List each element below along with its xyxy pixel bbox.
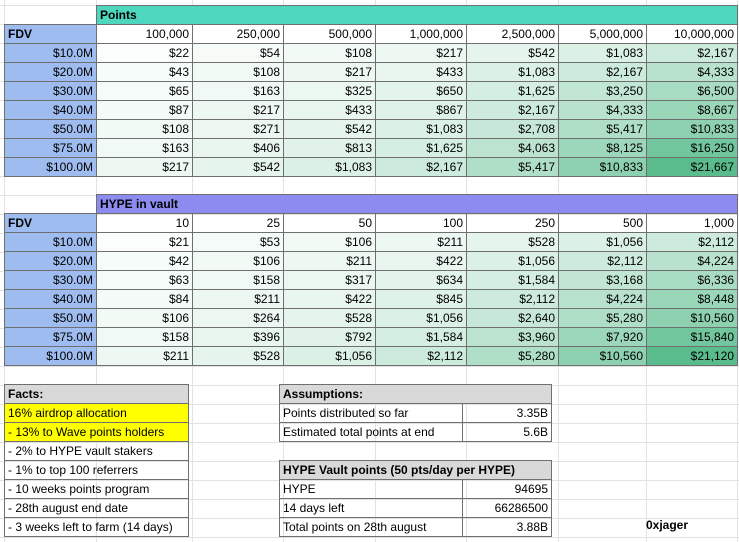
hype_table-value-cell: $106 <box>284 233 376 252</box>
points_table-value-cell: $217 <box>97 158 193 177</box>
points_table-value-cell: $5,417 <box>559 120 647 139</box>
hype_table-value-cell: $422 <box>376 252 467 271</box>
points_table-title-row <box>5 6 738 25</box>
vault-label: Total points on 28th august <box>280 518 463 537</box>
points_table-fdv-value: $75.0M <box>5 139 97 158</box>
hype_table-value-cell: $7,920 <box>559 328 647 347</box>
points_table-value-cell: $542 <box>467 44 559 63</box>
hype_table-value-cell: $528 <box>467 233 559 252</box>
points_table-fdv-label: FDV <box>5 25 97 44</box>
hype_table-value-cell: $2,112 <box>647 233 738 252</box>
points_table-value-cell: $2,167 <box>467 101 559 120</box>
points_table-value-cell: $650 <box>376 82 467 101</box>
fact-item: 16% airdrop allocation <box>5 404 189 423</box>
hype_table-value-cell: $84 <box>97 290 193 309</box>
hype_table-value-cell: $528 <box>193 347 284 366</box>
vault-value: 94695 <box>463 480 552 499</box>
points_table-value-cell: $10,833 <box>559 158 647 177</box>
fact-item: - 1% to top 100 referrers <box>5 461 189 480</box>
hype_table-value-cell: $3,168 <box>559 271 647 290</box>
hype_table-title-row <box>5 195 738 214</box>
fact-item: - 10 weeks points program <box>5 480 189 499</box>
hype_table-value-cell: $15,840 <box>647 328 738 347</box>
points_table-value-cell: $1,083 <box>559 44 647 63</box>
vault-label: 14 days left <box>280 499 463 518</box>
points_table-value-cell: $433 <box>376 63 467 82</box>
hype_table-value-cell: $211 <box>193 290 284 309</box>
table-row <box>5 158 738 177</box>
hype_table-value-cell: $1,056 <box>284 347 376 366</box>
hype_table-value-cell: $158 <box>97 328 193 347</box>
hype_table-value-cell: $42 <box>97 252 193 271</box>
table-row <box>280 499 552 518</box>
hype_table-value-cell: $10,560 <box>559 347 647 366</box>
hype_table-fdv-value: $40.0M <box>5 290 97 309</box>
points_table-value-cell: $16,250 <box>647 139 738 158</box>
vault-value: 3.88B <box>463 518 552 537</box>
table-row <box>5 328 738 347</box>
points_table-value-cell: $4,333 <box>559 101 647 120</box>
assumption-value: 5.6B <box>463 423 552 442</box>
facts-box <box>4 384 189 537</box>
hype_table-value-cell: $106 <box>193 252 284 271</box>
table-row <box>5 271 738 290</box>
points_table-value-cell: $6,500 <box>647 82 738 101</box>
points_table-fdv-value: $20.0M <box>5 63 97 82</box>
points_table-value-cell: $813 <box>284 139 376 158</box>
hype_table-header-row <box>5 214 738 233</box>
hype_table-value-cell: $2,640 <box>467 309 559 328</box>
hype_table-value-cell: $4,224 <box>647 252 738 271</box>
list-item <box>5 518 189 537</box>
points_table-value-cell: $271 <box>193 120 284 139</box>
table-row <box>5 44 738 63</box>
points_table-value-cell: $54 <box>193 44 284 63</box>
table-row <box>280 480 552 499</box>
hype-in-vault-table <box>4 194 738 366</box>
hype_table-title: HYPE in vault <box>97 195 738 214</box>
table-row <box>280 404 552 423</box>
fact-item: - 28th august end date <box>5 499 189 518</box>
hype_table-value-cell: $6,336 <box>647 271 738 290</box>
assumptions-title: Assumptions: <box>280 385 552 404</box>
table-row <box>280 518 552 537</box>
table-row <box>5 252 738 271</box>
hype_table-value-cell: $211 <box>376 233 467 252</box>
points_table-value-cell: $542 <box>193 158 284 177</box>
hype_table-value-cell: $158 <box>193 271 284 290</box>
table-row <box>5 139 738 158</box>
points_table-fdv-value: $10.0M <box>5 44 97 63</box>
hype_table-value-cell: $792 <box>284 328 376 347</box>
points_table-column-header: 100,000 <box>97 25 193 44</box>
hype_table-column-header: 500 <box>559 214 647 233</box>
points_table-value-cell: $4,333 <box>647 63 738 82</box>
hype_table-value-cell: $211 <box>97 347 193 366</box>
hype_table-value-cell: $10,560 <box>647 309 738 328</box>
hype_table-value-cell: $211 <box>284 252 376 271</box>
grid-line <box>0 537 739 538</box>
points_table-fdv-value: $40.0M <box>5 101 97 120</box>
vault-points-title: HYPE Vault points (50 pts/day per HYPE) <box>280 461 552 480</box>
hype_table-value-cell: $528 <box>284 309 376 328</box>
grid-line <box>0 366 739 367</box>
points_table-value-cell: $163 <box>193 82 284 101</box>
points_table-value-cell: $542 <box>284 120 376 139</box>
points_table-column-header: 5,000,000 <box>559 25 647 44</box>
points_table-value-cell: $433 <box>284 101 376 120</box>
hype_table-value-cell: $106 <box>97 309 193 328</box>
points_table-fdv-value: $30.0M <box>5 82 97 101</box>
points_table-value-cell: $325 <box>284 82 376 101</box>
hype_table-value-cell: $8,448 <box>647 290 738 309</box>
points_table-value-cell: $43 <box>97 63 193 82</box>
points_table-value-cell: $217 <box>376 44 467 63</box>
points_table-value-cell: $1,625 <box>376 139 467 158</box>
points_table-value-cell: $108 <box>193 63 284 82</box>
points_table-value-cell: $8,667 <box>647 101 738 120</box>
hype_table-value-cell: $1,584 <box>467 271 559 290</box>
points_table-value-cell: $4,063 <box>467 139 559 158</box>
hype_table-value-cell: $845 <box>376 290 467 309</box>
hype_table-column-header: 10 <box>97 214 193 233</box>
list-item <box>5 442 189 461</box>
hype_table-value-cell: $2,112 <box>376 347 467 366</box>
hype_table-value-cell: $5,280 <box>467 347 559 366</box>
points_table-value-cell: $87 <box>97 101 193 120</box>
points_table-value-cell: $217 <box>284 63 376 82</box>
table-row <box>5 309 738 328</box>
points_table-value-cell: $2,708 <box>467 120 559 139</box>
points_table-value-cell: $21,667 <box>647 158 738 177</box>
hype_table-fdv-value: $50.0M <box>5 309 97 328</box>
points_table-value-cell: $2,167 <box>559 63 647 82</box>
hype_table-value-cell: $634 <box>376 271 467 290</box>
table-row <box>5 347 738 366</box>
hype_table-column-header: 100 <box>376 214 467 233</box>
points-table <box>4 5 738 177</box>
assumption-label: Points distributed so far <box>280 404 463 423</box>
fact-item: - 2% to HYPE vault stakers <box>5 442 189 461</box>
list-item <box>5 404 189 423</box>
hype_table-value-cell: $4,224 <box>559 290 647 309</box>
hype_table-fdv-value: $20.0M <box>5 252 97 271</box>
points_table-value-cell: $22 <box>97 44 193 63</box>
table-row <box>5 233 738 252</box>
hype_table-fdv-label: FDV <box>5 214 97 233</box>
points_table-value-cell: $217 <box>193 101 284 120</box>
points_table-fdv-value: $50.0M <box>5 120 97 139</box>
table-row <box>5 82 738 101</box>
hype_table-value-cell: $396 <box>193 328 284 347</box>
points_table-value-cell: $10,833 <box>647 120 738 139</box>
hype_table-column-header: 50 <box>284 214 376 233</box>
points_table-value-cell: $2,167 <box>647 44 738 63</box>
points_table-value-cell: $5,417 <box>467 158 559 177</box>
table-row <box>5 120 738 139</box>
points_table-value-cell: $1,083 <box>284 158 376 177</box>
points_table-value-cell: $3,250 <box>559 82 647 101</box>
assumption-label: Estimated total points at end <box>280 423 463 442</box>
hype_table-value-cell: $2,112 <box>559 252 647 271</box>
list-item <box>5 423 189 442</box>
vault-points-box <box>279 460 552 537</box>
hype_table-value-cell: $1,056 <box>376 309 467 328</box>
points_table-title: Points <box>97 6 738 25</box>
hype_table-value-cell: $317 <box>284 271 376 290</box>
hype_table-value-cell: $3,960 <box>467 328 559 347</box>
points_table-column-header: 250,000 <box>193 25 284 44</box>
blank-cell <box>5 6 97 25</box>
points_table-value-cell: $1,083 <box>376 120 467 139</box>
blank-cell <box>5 195 97 214</box>
points_table-value-cell: $867 <box>376 101 467 120</box>
points_table-column-header: 2,500,000 <box>467 25 559 44</box>
table-row <box>280 423 552 442</box>
points_table-value-cell: $1,625 <box>467 82 559 101</box>
points_table-value-cell: $108 <box>97 120 193 139</box>
points_table-value-cell: $406 <box>193 139 284 158</box>
hype_table-value-cell: $2,112 <box>467 290 559 309</box>
table-row <box>5 290 738 309</box>
hype_table-fdv-value: $10.0M <box>5 233 97 252</box>
hype_table-fdv-value: $75.0M <box>5 328 97 347</box>
vault-value: 66286500 <box>463 499 552 518</box>
hype_table-value-cell: $21 <box>97 233 193 252</box>
hype_table-column-header: 25 <box>193 214 284 233</box>
hype_table-value-cell: $1,056 <box>559 233 647 252</box>
hype_table-value-cell: $63 <box>97 271 193 290</box>
facts-title: Facts: <box>5 385 189 404</box>
hype_table-value-cell: $53 <box>193 233 284 252</box>
points_table-value-cell: $163 <box>97 139 193 158</box>
assumptions-box <box>279 384 552 442</box>
points_table-column-header: 500,000 <box>284 25 376 44</box>
points_table-fdv-value: $100.0M <box>5 158 97 177</box>
points_table-value-cell: $108 <box>284 44 376 63</box>
hype_table-value-cell: $1,056 <box>467 252 559 271</box>
points_table-value-cell: $8,125 <box>559 139 647 158</box>
fact-item: - 3 weeks left to farm (14 days) <box>5 518 189 537</box>
hype_table-column-header: 250 <box>467 214 559 233</box>
hype_table-value-cell: $264 <box>193 309 284 328</box>
points_table-column-header: 10,000,000 <box>647 25 738 44</box>
points_table-header-row <box>5 25 738 44</box>
hype_table-fdv-value: $30.0M <box>5 271 97 290</box>
points_table-column-header: 1,000,000 <box>376 25 467 44</box>
table-row <box>5 63 738 82</box>
author-credit: 0xjager <box>646 518 689 532</box>
list-item <box>5 461 189 480</box>
hype_table-value-cell: $422 <box>284 290 376 309</box>
hype_table-column-header: 1,000 <box>647 214 738 233</box>
fact-item: - 13% to Wave points holders <box>5 423 189 442</box>
points_table-value-cell: $2,167 <box>376 158 467 177</box>
list-item <box>5 480 189 499</box>
hype_table-value-cell: $5,280 <box>559 309 647 328</box>
hype_table-value-cell: $1,584 <box>376 328 467 347</box>
table-row <box>5 101 738 120</box>
points_table-value-cell: $1,083 <box>467 63 559 82</box>
hype_table-fdv-value: $100.0M <box>5 347 97 366</box>
assumption-value: 3.35B <box>463 404 552 423</box>
list-item <box>5 499 189 518</box>
points_table-value-cell: $65 <box>97 82 193 101</box>
hype_table-value-cell: $21,120 <box>647 347 738 366</box>
vault-label: HYPE <box>280 480 463 499</box>
